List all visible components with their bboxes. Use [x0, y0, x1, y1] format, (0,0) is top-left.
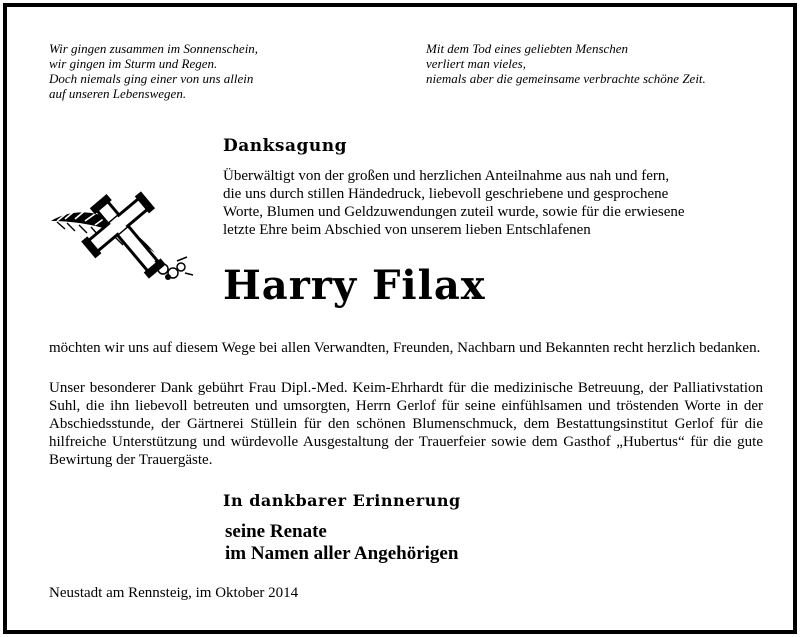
intro-line: Überwältigt von der großen und herzlichen Anteilnahme aus nah und fern,: [223, 168, 670, 184]
poem-left: [49, 41, 258, 101]
poem-line: niemals aber die gemeinsame verbrachte schöne Zeit.: [426, 71, 706, 86]
poem-line: verliert man vieles,: [426, 56, 526, 71]
place-date: Neustadt am Rennsteig, im Oktober 2014: [49, 585, 299, 601]
deceased-name: Harry Filax: [223, 262, 486, 309]
poem-line: Doch niemals ging einer von uns allein: [49, 71, 254, 86]
poem-line: Wir gingen zusammen im Sonnenschein,: [49, 41, 259, 56]
poem-line: auf unseren Lebenswegen.: [49, 86, 187, 101]
signer-line: seine Renate: [225, 521, 327, 542]
poem-line: Mit dem Tod eines geliebten Menschen: [426, 41, 629, 56]
signers: [225, 521, 458, 565]
intro-line: die uns durch stillen Händedruck, liebevoll geschriebene und gesprochene: [223, 186, 669, 202]
page-title: Danksagung: [223, 136, 347, 156]
special-thanks-paragraph: Unser besonderer Dank gebührt Frau Dipl.-Med. Keim-Ehrhardt für die medizinische Betreuung, der Palliativstation Suhl, die ihn liebevoll betreuten und umsorgten, Herrn Gerlof für seine einfühlsamen und tröstenden Worte in der Abschiedsstunde, der Gärtnerei Stüllein für den schönen Blumenschmuck, dem Bestattungsinstitut Gerlof für die hilfreiche Unterstützung und würdevolle Ausgestaltung der Trauerfeier sowie dem Gasthof „Hubertus“ für die gute Bewirtung der Trauergäste.: [49, 380, 763, 468]
obituary-card: [3, 3, 797, 634]
thanks-paragraph: möchten wir uns auf diesem Wege bei allen Verwandten, Freunden, Nachbarn und Bekannten recht herzlich bedanken.: [49, 340, 761, 356]
intro-line: letzte Ehre beim Abschied von unserem lieben Entschlafenen: [223, 222, 591, 238]
signer-line: im Namen aller Angehörigen: [225, 543, 459, 564]
intro-text: [223, 167, 763, 239]
poem-line: wir gingen im Sturm und Regen.: [49, 56, 218, 71]
poem-right: [426, 41, 706, 86]
intro-line: Worte, Blumen und Geldzuwendungen zuteil wurde, sowie für die erwiesene: [223, 204, 685, 220]
cross-with-palm-frond-icon: [47, 191, 197, 283]
closing-phrase: In dankbarer Erinnerung: [223, 491, 461, 510]
